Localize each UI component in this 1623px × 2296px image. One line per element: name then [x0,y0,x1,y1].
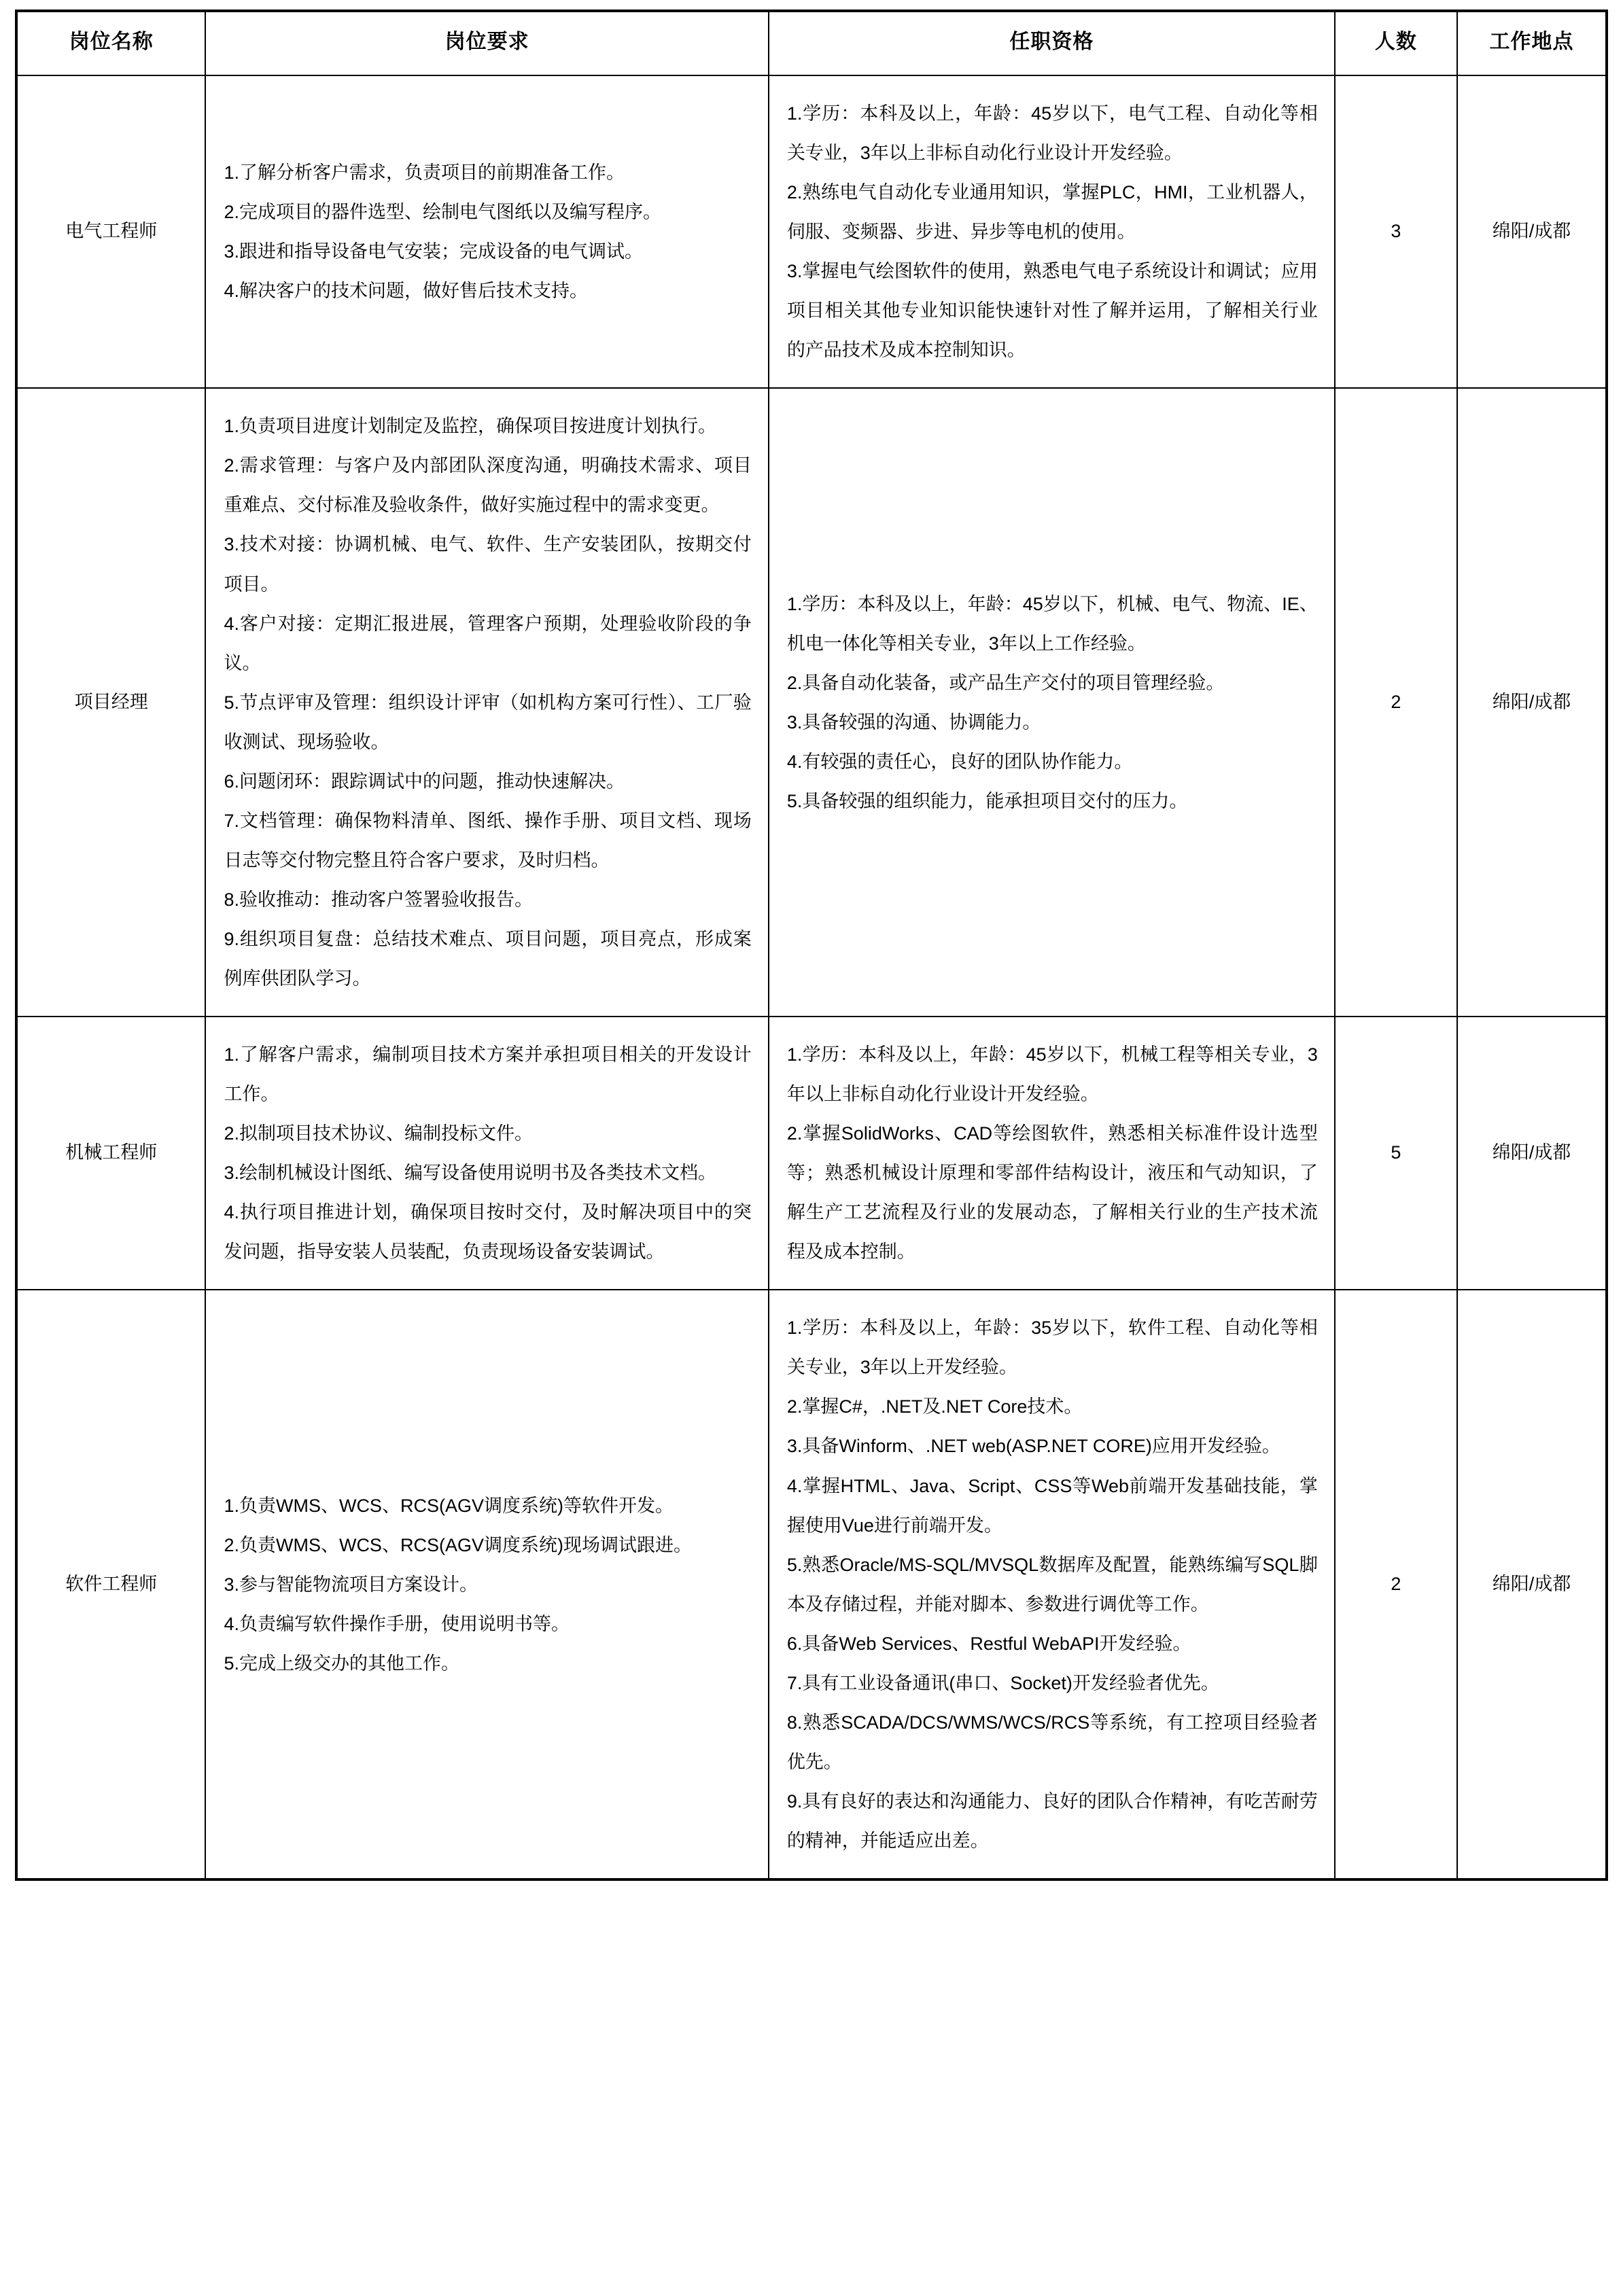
table-row [16,75,1607,388]
table-row [16,388,1607,1017]
requirement-line: 1.负责项目进度计划制定及监控，确保项目按进度计划执行。 [224,416,716,437]
qualification-line: 5.熟悉Oracle/MS-SQL/MVSQL数据库及配置，能熟练编写SQL脚本及存储过程，并能对脚本、参数进行调优等工作。 [786,1554,1318,1614]
table-row [16,1290,1607,1879]
requirement-line: 1.了解分析客户需求，负责项目的前期准备工作。 [224,162,625,183]
qualification-line: 8.熟悉SCADA/DCS/WMS/WCS/RCS等系统，有工控项目经验者优先。 [786,1712,1318,1772]
work-location-cell: 绵阳/成都 [1457,75,1607,388]
requirement-line: 3.跟进和指导设备电气安装；完成设备的电气调试。 [224,241,643,262]
qualification-line: 7.具有工业设备通讯(串口、Socket)开发经验者优先。 [786,1672,1219,1693]
job-title-cell: 项目经理 [16,388,205,1017]
requirement-line: 4.解决客户的技术问题，做好售后技术支持。 [224,281,588,302]
job-listing-table [15,10,1608,1881]
requirement-line: 8.验收推动：推动客户签署验收报告。 [224,889,533,910]
job-requirements-cell [205,1290,768,1879]
requirement-line: 4.执行项目推进计划，确保项目按时交付，及时解决项目中的突发问题，指导安装人员装配，负责现场设备安装调试。 [224,1202,752,1262]
qualification-line: 1.学历：本科及以上，年龄：45岁以下，机械、电气、物流、IE、机电一体化等相关专业，3年以上工作经验。 [786,593,1318,654]
qualification-line: 5.具备较强的组织能力，能承担项目交付的压力。 [786,790,1188,811]
requirement-line: 2.拟制项目技术协议、编制投标文件。 [224,1123,533,1144]
job-title-cell: 软件工程师 [16,1290,205,1879]
headcount-cell: 3 [1335,75,1457,388]
work-location-cell: 绵阳/成都 [1457,1017,1607,1290]
requirement-line: 5.节点评审及管理：组织设计评审（如机构方案可行性）、工厂验收测试、现场验收。 [224,692,752,752]
requirement-line: 2.需求管理：与客户及内部团队深度沟通，明确技术需求、项目重难点、交付标准及验收条件，做好实施过程中的需求变更。 [224,455,752,516]
requirement-line: 9.组织项目复盘：总结技术难点、项目问题，项目亮点，形成案例库供团队学习。 [224,928,752,989]
requirement-line: 2.完成项目的器件选型、绘制电气图纸以及编写程序。 [224,202,661,223]
column-header-job-requirements: 岗位要求 [205,11,768,75]
headcount-cell: 2 [1335,388,1457,1017]
table-header-row [16,11,1607,75]
qualification-line: 3.掌握电气绘图软件的使用，熟悉电气电子系统设计和调试；应用项目相关其他专业知识能快速针对性了解并运用，了解相关行业的产品技术及成本控制知识。 [786,261,1318,361]
job-title-cell: 机械工程师 [16,1017,205,1290]
qualifications-cell [769,75,1335,388]
qualification-line: 1.学历：本科及以上，年龄：45岁以下，机械工程等相关专业，3年以上非标自动化行业设计开发经验。 [786,1044,1318,1105]
qualification-line: 3.具备较强的沟通、协调能力。 [786,711,1041,732]
requirement-line: 7.文档管理：确保物料清单、图纸、操作手册、项目文档、现场日志等交付物完整且符合客户要求，及时归档。 [224,810,752,870]
requirement-line: 4.负责编写软件操作手册，使用说明书等。 [224,1613,570,1634]
job-requirements-cell [205,388,768,1017]
qualification-line: 6.具备Web Services、Restful WebAPI开发经验。 [786,1633,1191,1654]
table-body [16,75,1607,1879]
table-row [16,1017,1607,1290]
column-header-headcount: 人数 [1335,11,1457,75]
job-title-cell: 电气工程师 [16,75,205,388]
qualification-line: 2.掌握SolidWorks、CAD等绘图软件，熟悉相关标准件设计选型等；熟悉机械设计原理和零部件结构设计，液压和气动知识，了解生产工艺流程及行业的发展动态，了解相关行业的生产技术流程及成本控制。 [786,1123,1318,1262]
requirement-line: 3.绘制机械设计图纸、编写设备使用说明书及各类技术文档。 [224,1163,716,1184]
qualification-line: 9.具有良好的表达和沟通能力、良好的团队合作精神，有吃苦耐劳的精神，并能适应出差。 [786,1790,1318,1851]
column-header-qualifications: 任职资格 [769,11,1335,75]
column-header-work-location: 工作地点 [1457,11,1607,75]
qualification-line: 1.学历：本科及以上，年龄：35岁以下，软件工程、自动化等相关专业，3年以上开发经验。 [786,1318,1318,1378]
requirement-line: 3.技术对接：协调机械、电气、软件、生产安装团队，按期交付项目。 [224,534,752,595]
requirement-line: 2.负责WMS、WCS、RCS(AGV调度系统)现场调试跟进。 [224,1534,692,1555]
requirement-line: 6.问题闭环：跟踪调试中的问题，推动快速解决。 [224,771,625,792]
qualifications-cell [769,1290,1335,1879]
qualification-line: 1.学历：本科及以上，年龄：45岁以下，电气工程、自动化等相关专业，3年以上非标自动化行业设计开发经验。 [786,103,1318,164]
column-header-job-title: 岗位名称 [16,11,205,75]
headcount-cell: 5 [1335,1017,1457,1290]
requirement-line: 1.负责WMS、WCS、RCS(AGV调度系统)等软件开发。 [224,1495,674,1516]
qualification-line: 4.有较强的责任心，良好的团队协作能力。 [786,751,1133,772]
qualification-line: 4.掌握HTML、Java、Script、CSS等Web前端开发基础技能，掌握使用Vue进行前端开发。 [786,1475,1318,1536]
headcount-cell: 2 [1335,1290,1457,1879]
qualification-line: 2.掌握C#，.NET及.NET Core技术。 [786,1396,1083,1417]
job-requirements-cell [205,75,768,388]
qualification-line: 3.具备Winform、.NET web(ASP.NET CORE)应用开发经验。 [786,1436,1280,1457]
qualification-line: 2.熟练电气自动化专业通用知识，掌握PLC，HMI，工业机器人，伺服、变频器、步进、异步等电机的使用。 [786,182,1318,243]
requirement-line: 3.参与智能物流项目方案设计。 [224,1574,478,1595]
qualification-line: 2.具备自动化装备，或产品生产交付的项目管理经验。 [786,672,1225,693]
qualifications-cell [769,388,1335,1017]
work-location-cell: 绵阳/成都 [1457,1290,1607,1879]
requirement-line: 5.完成上级交办的其他工作。 [224,1653,459,1674]
requirement-line: 1.了解客户需求，编制项目技术方案并承担项目相关的开发设计工作。 [224,1044,752,1105]
job-requirements-cell [205,1017,768,1290]
table-header [16,11,1607,75]
work-location-cell: 绵阳/成都 [1457,388,1607,1017]
requirement-line: 4.客户对接：定期汇报进展，管理客户预期，处理验收阶段的争议。 [224,613,752,673]
qualifications-cell [769,1017,1335,1290]
